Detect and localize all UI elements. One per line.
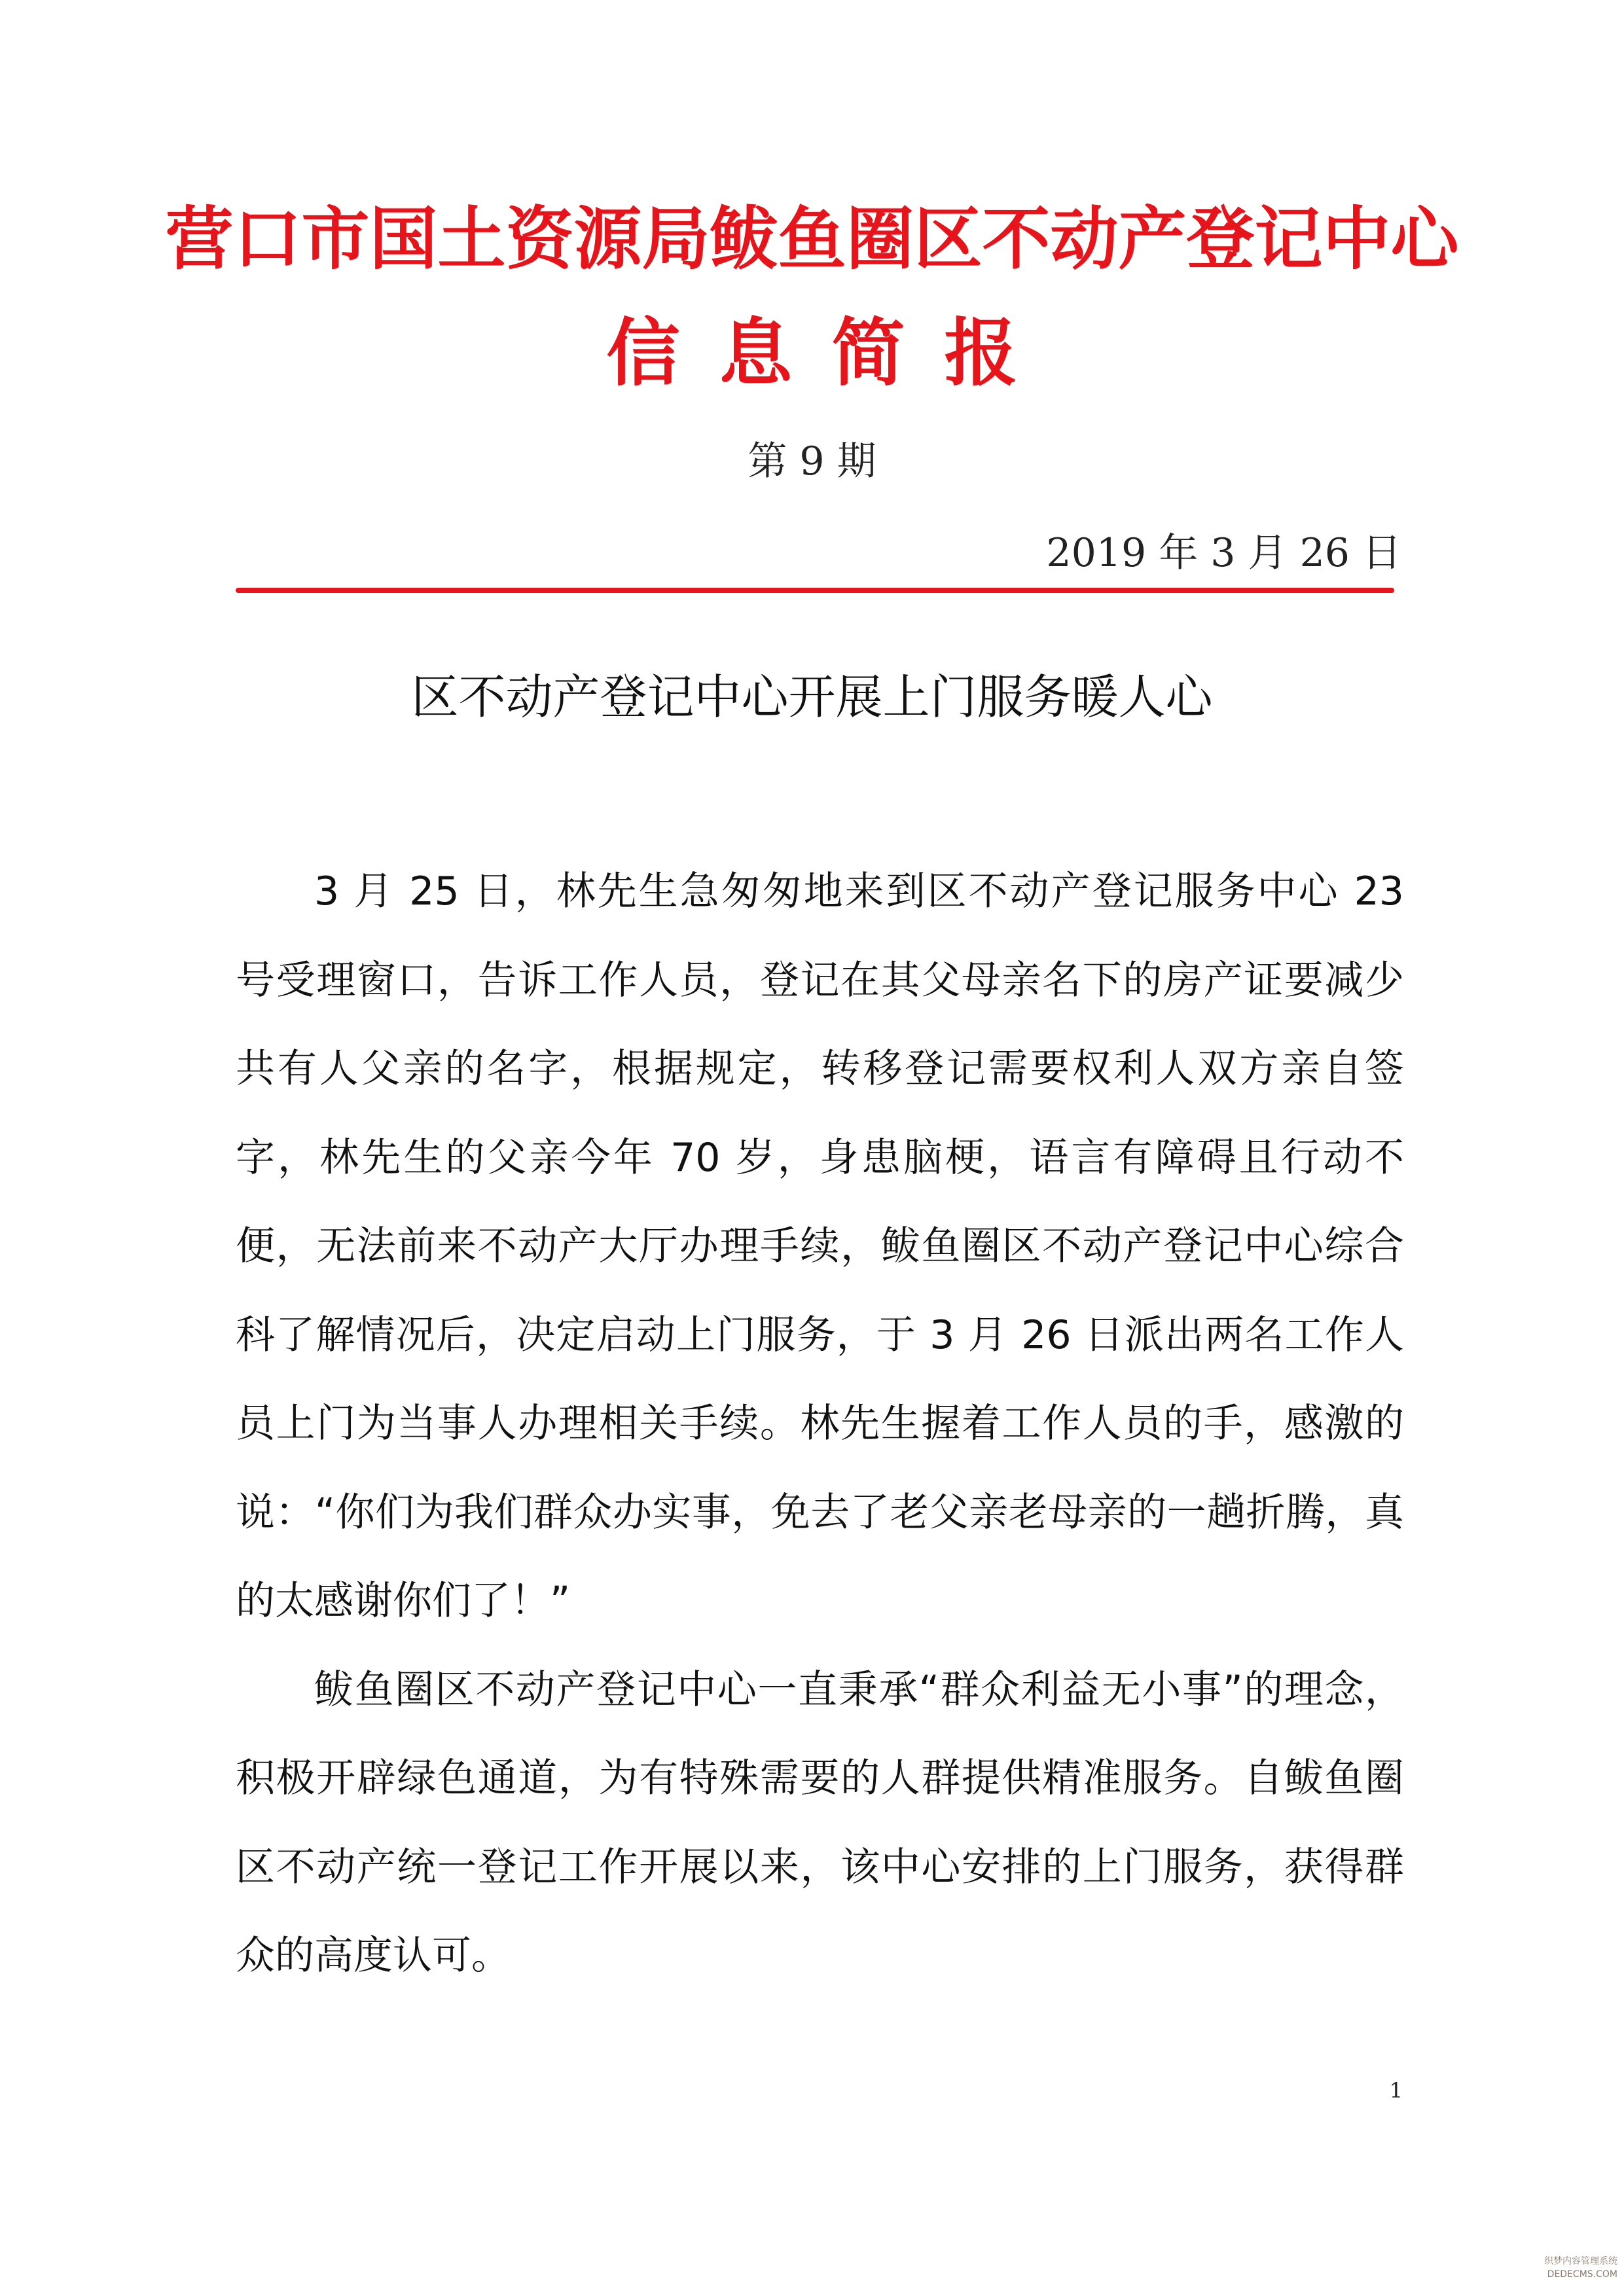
watermark-logo <box>1506 2255 1617 2287</box>
issue-number: 第 9 期 <box>748 439 876 484</box>
article-paragraph-2: 鲅鱼圈区不动产登记中心一直秉承“群众利益无小事”的理念，积极开辟绿色通道，为有特殊需要的人群提供精准服务。自鲅鱼圈区不动产统一登记工作开展以来，该中心安排的上门服务，获得群众的高度认可。 <box>236 1666 1404 1979</box>
article-paragraph-1: 3 月 25 日，林先生急匆匆地来到区不动产登记服务中心 23 号受理窗口，告诉工作人员，登记在其父母亲名下的房产证要减少共有人父亲的名字，根据规定，转移登记需要权利人双方亲自签字，林先生的父亲今年 70 岁，身患脑梗，语言有障碍且行动不便，无法前来不动产大厅办理手续，鲅鱼圈区不动产登记中心综合科了解情况后，决定启动上门服务，于 3 月 26 日派出两名工作人员上门为当事人办理相关手续。林先生握着工作人员的手，感激的说：“你们为我们群众办实事，免去了老父亲老母亲的一趟折腾，真的太感谢你们了！” <box>236 869 1404 1624</box>
watermark-text-en: DEDECMS.COM <box>1547 2269 1617 2280</box>
publication-date: 2019 年 3 月 26 日 <box>1046 530 1401 576</box>
article-title: 区不动产登记中心开展上门服务暖人心 <box>411 670 1213 725</box>
page-number: 1 <box>1389 2078 1403 2103</box>
watermark-text-cn: 织梦内容管理系统 <box>1544 2256 1617 2267</box>
article-body <box>236 848 1404 2001</box>
bulletin-title: 信息简报 <box>606 310 1057 396</box>
red-divider-line <box>236 588 1394 593</box>
organization-title: 营口市国土资源局鲅鱼圈区不动产登记中心 <box>165 198 1459 279</box>
